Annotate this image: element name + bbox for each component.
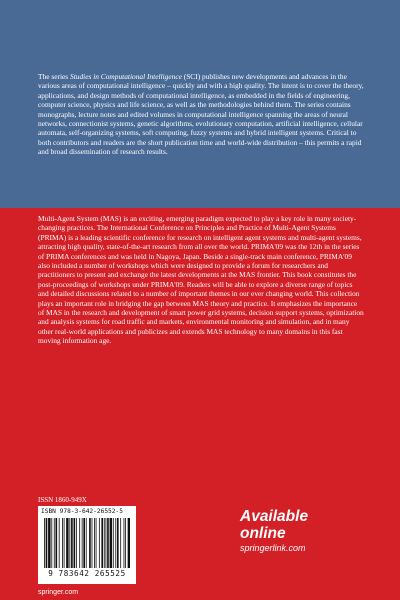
barcode-bar (128, 518, 130, 568)
barcode-bar (106, 518, 107, 568)
badge-line-online: online (240, 525, 286, 542)
series-text-part1: The series (38, 72, 71, 81)
barcode (38, 506, 136, 584)
book-abstract (38, 214, 364, 346)
barcode-bar (76, 518, 77, 568)
barcode-number: 9 783642 265525 (48, 569, 126, 578)
isbn-label: ISBN 978-3-642-26552-5 (41, 508, 123, 515)
barcode-bar (59, 518, 60, 568)
barcode-bar (104, 518, 105, 568)
barcode-bars (44, 518, 130, 568)
barcode-bar (54, 518, 55, 568)
barcode-bar (115, 518, 116, 568)
barcode-bar (86, 518, 87, 568)
barcode-bar (101, 518, 103, 568)
barcode-bar (69, 518, 70, 568)
barcode-bar (74, 518, 76, 568)
barcode-bar (71, 518, 73, 568)
barcode-bar (125, 518, 126, 568)
barcode-bar (66, 518, 68, 568)
barcode-bar (46, 518, 48, 568)
series-panel (0, 0, 400, 208)
available-online-badge (240, 508, 350, 556)
barcode-bar (62, 518, 63, 568)
barcode-bar (48, 518, 50, 568)
barcode-bar (99, 518, 100, 568)
abstract-paragraph: Multi-Agent System (MAS) is an exciting, emerging paradigm expected to play a key role in many society-changing practices. The International Conference on Principles and Practice of Multi-Agent Systems (PRIMA) is a leading scientific conference for research on intelligent agent systems and multi-agent systems, attracting high quality, state-of-the-art research from all over the world. PRIMA'09 was the 12th in the series of PRIMA conferences and was held in Nagoya, Japan. Beside a single-track main conference, PRIMA'09 also included a number of workshops which were designed to provide a forum for researchers and practitioners to present and exchange the latest developments at the MAS frontier. This book constitutes the post-proceedings of workshops under PRIMA'09. Readers will be able to explore a diverse range of topics and detailed discussions related to a number of important themes in our ever changing world. This collection plays an important role in bridging the gap between MAS theory and practice. It emphasizes the importance of MAS in the research and development of smart power grid systems, decision support systems, optimization and analysis systems for road traffic and markets, environmental monitoring and simulation, and in many other real-world applications and publicizes and extends MAS technology to many domains in this fast moving information age. (38, 214, 364, 346)
badge-line-url: springerlink.com (240, 543, 306, 553)
barcode-bar (120, 518, 121, 568)
barcode-bar (83, 518, 85, 568)
barcode-bar (79, 518, 80, 568)
barcode-bar (113, 518, 114, 568)
barcode-bar (51, 518, 52, 568)
barcode-bar (92, 518, 93, 568)
barcode-bar (124, 518, 125, 568)
barcode-bar (94, 518, 95, 568)
barcode-bar (44, 518, 45, 568)
barcode-bar (89, 518, 91, 568)
series-name: Studies in Computational Intelligence (70, 72, 182, 81)
back-cover-panel (0, 208, 400, 600)
barcode-bar (96, 518, 97, 568)
barcode-bar (64, 518, 65, 568)
barcode-bar (55, 518, 57, 568)
barcode-bar (110, 518, 112, 568)
publisher-url: springer.com (38, 589, 79, 596)
badge-line-available: Available (240, 508, 309, 525)
barcode-bar (82, 518, 83, 568)
barcode-bar (107, 518, 109, 568)
issn-label: ISSN 1860-949X (38, 496, 87, 504)
series-text-part2: (SCI) publishes new developments and advances in the various areas of computational intelligence – quickly and with a high quality. The intent is to cover the theory, applications, and design methods of computational intelligence, as embedded in the fields of engineering, computer science, physics and life science, as well as the methodologies behind them. The series contains monographs, lecture notes and edited volumes in computational intelligence spanning the areas of neural networks, connectionist systems, genetic algorithms, evolutionary computation, artificial intelligence, cellular automata, self-organizing systems, soft computing, fuzzy systems and hybrid intelligent systems. Critical to both contributors and readers are the short publication time and world-wide distribution – this permits a rapid and broad dissemination of research results. (38, 72, 364, 157)
series-description (38, 72, 364, 157)
barcode-bar (117, 518, 119, 568)
